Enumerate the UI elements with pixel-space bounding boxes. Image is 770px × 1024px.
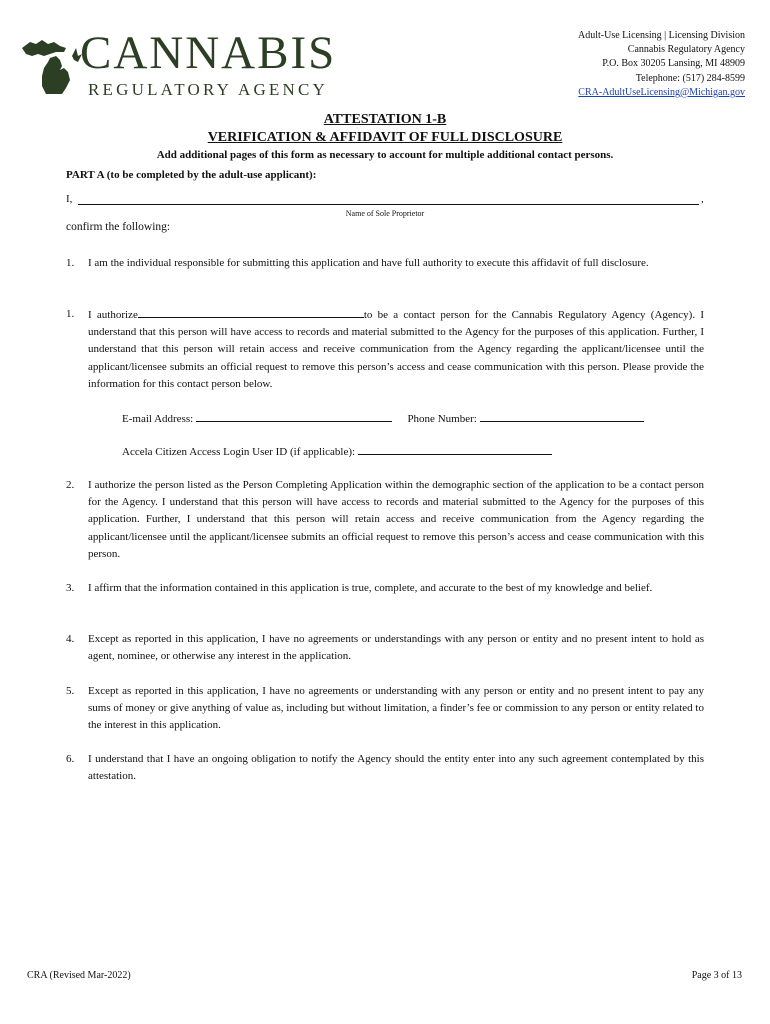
item-text: Except as reported in this application, I have no agreements or understanding with any person or entity and no present intent to pay any sums of money or give anything of value as, including but without limitation, a finder’s fee or commission to any person or entity related to the interest in this application. bbox=[88, 685, 704, 732]
contact-fields-row bbox=[122, 410, 644, 425]
logo-subtitle: REGULATORY AGENCY bbox=[88, 80, 328, 99]
confirm-text: confirm the following: bbox=[66, 221, 171, 233]
contact-address: P.O. Box 30205 Lansing, MI 48909 bbox=[602, 58, 745, 70]
item-number: 4. bbox=[66, 633, 75, 645]
email-label: E-mail Address: bbox=[122, 413, 194, 425]
item-number: 1. bbox=[66, 308, 75, 320]
footer-revision: CRA (Revised Mar-2022) bbox=[27, 970, 131, 981]
instruction-text: Add additional pages of this form as necessary to account for multiple additional contact persons. bbox=[156, 149, 614, 161]
item-text: I understand that I have an ongoing obligation to notify the Agency should the entity enter into any such agreement contemplated by this attestation. bbox=[88, 753, 704, 783]
i-label: I, bbox=[66, 193, 73, 205]
part-a-heading: PART A (to be completed by the adult-use applicant): bbox=[66, 169, 317, 181]
item-number: 6. bbox=[66, 753, 75, 765]
item-text: I authorize the person listed as the Person Completing Application within the demographic section of the application to be a contact person for the Agency. I understand that this person will have access to records and material submitted to the Agency for the purposes of this application. Further, I understand that this person will retain access and receive communication from the Agency regarding the applicant/licensee until the applicant/licensee submits an official request to remove this person’s access and cease communication with this person. bbox=[88, 479, 704, 560]
contact-person-name-field[interactable] bbox=[138, 306, 364, 318]
item-number: 3. bbox=[66, 582, 75, 594]
sole-proprietor-name-field[interactable] bbox=[78, 204, 699, 205]
authorize-text: to be a contact person for the Cannabis Regulatory Agency (Agency). I understand that this person will have access to records and material submitted to the Agency for the purposes of this application. Further, I understand that this person will retain access and receive communication from the Agency regarding the applicant/licensee until the applicant/licensee submits an official request to remove this person’s access and cease communication with this person. Please provide the information for this contact person below. bbox=[88, 309, 704, 390]
item-text: Except as reported in this application, I have no agreements or understandings with any person or entity and no present intent to hold as agent, nominee, or otherwise any interest in the application. bbox=[88, 633, 704, 663]
footer-page-number: Page 3 of 13 bbox=[691, 970, 742, 981]
phone-field[interactable] bbox=[480, 410, 644, 422]
item-text bbox=[88, 306, 704, 393]
phone-label: Phone Number: bbox=[407, 413, 477, 425]
item-text: I am the individual responsible for submitting this application and have full authority to execute this affidavit of full disclosure. bbox=[88, 257, 649, 269]
contact-telephone: Telephone: (517) 284-8599 bbox=[635, 72, 745, 84]
item-text: I affirm that the information contained in this application is true, complete, and accurate to the best of my knowledge and belief. bbox=[88, 582, 653, 594]
item-number: 1. bbox=[66, 257, 75, 269]
authorize-label: I authorize bbox=[88, 309, 138, 321]
contact-email-link[interactable]: CRA-AdultUseLicensing@Michigan.gov bbox=[578, 86, 745, 98]
accela-label: Accela Citizen Access Login User ID (if applicable): bbox=[122, 446, 356, 458]
email-field[interactable] bbox=[196, 410, 392, 422]
accela-user-id-field[interactable] bbox=[358, 443, 552, 455]
contact-block bbox=[578, 29, 745, 100]
michigan-map-icon bbox=[20, 36, 82, 96]
attestation-title: ATTESTATION 1-B bbox=[323, 112, 447, 127]
contact-division: Adult-Use Licensing | Licensing Division bbox=[578, 30, 745, 41]
accela-row bbox=[122, 443, 552, 458]
verification-title: VERIFICATION & AFFIDAVIT OF FULL DISCLOSURE bbox=[207, 130, 563, 145]
contact-agency: Cannabis Regulatory Agency bbox=[627, 44, 745, 56]
item-number: 5. bbox=[66, 685, 75, 697]
comma: , bbox=[701, 193, 704, 205]
name-caption: Name of Sole Proprietor bbox=[345, 209, 425, 218]
logo-title: CANNABIS bbox=[80, 27, 337, 79]
item-number: 2. bbox=[66, 479, 75, 491]
